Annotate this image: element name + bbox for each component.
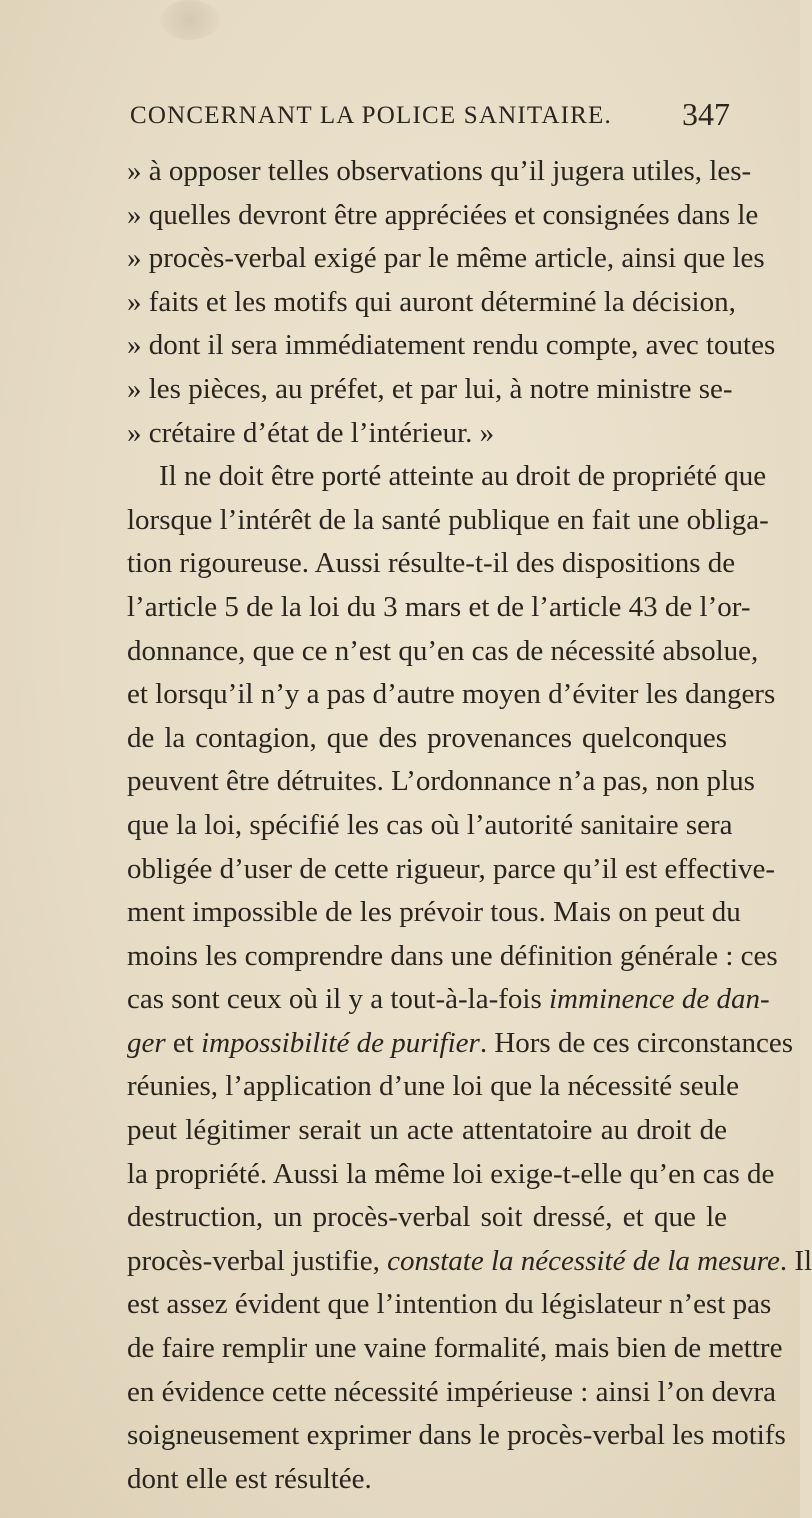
- text-line: peuvent être détruites. L’ordonnance n’a pas, non plus: [127, 765, 755, 798]
- text-line: donnance, que ce n’est qu’en cas de nécessité absolue,: [127, 634, 759, 667]
- body-text: [127, 150, 812, 1501]
- text-line: » crétaire d’état de l’intérieur. »: [127, 416, 495, 449]
- text-line: l’article 5 de la loi du 3 mars et de l’article 43 de l’or-: [127, 590, 751, 623]
- text-line: de faire remplir une vaine formalité, mais bien de mettre: [127, 1332, 783, 1365]
- text-line: réunies, l’application d’une loi que la nécessité seule: [127, 1070, 740, 1103]
- text-line: » quelles devront être appréciées et consignées dans le: [127, 198, 759, 231]
- page-number: 347: [682, 96, 730, 132]
- text-line: ment impossible de les prévoir tous. Mais on peut du: [127, 896, 741, 929]
- text-line: ger et impossibilité de purifier. Hors de ces circonstances: [127, 1026, 794, 1059]
- text-line: que la loi, spécifié les cas où l’autorité sanitaire sera: [127, 808, 733, 841]
- text-line: est assez évident que l’intention du législateur n’est pas: [127, 1288, 772, 1321]
- text-line: la propriété. Aussi la même loi exige-t-elle qu’en cas de: [127, 1157, 775, 1190]
- paper-stain: [160, 0, 220, 40]
- text-line: » à opposer telles observations qu’il jugera utiles, les-: [127, 155, 752, 187]
- text-line: moins les comprendre dans une définition générale : ces: [127, 939, 778, 972]
- text-line: lorsque l’intérêt de la santé publique en fait une obliga-: [127, 503, 769, 536]
- text-line: cas sont ceux où il y a tout-à-la-fois imminence de dan-: [127, 983, 770, 1016]
- text-line: tion rigoureuse. Aussi résulte-t-il des dispositions de: [127, 547, 736, 580]
- text-line: destruction, un procès-verbal soit dressé, et que le: [127, 1201, 727, 1234]
- text-line: procès-verbal justifie, constate la nécessité de la mesure. Il: [127, 1244, 812, 1277]
- page-header: [130, 96, 730, 138]
- text-line: obligée d’user de cette rigueur, parce qu’il est effective-: [127, 852, 776, 885]
- text-line: » les pièces, au préfet, et par lui, à notre ministre se-: [127, 372, 733, 405]
- text-line: soigneusement exprimer dans le procès-verbal les motifs: [127, 1419, 786, 1452]
- text-line: et lorsqu’il n’y a pas d’autre moyen d’éviter les dangers: [127, 678, 776, 711]
- running-head: CONCERNANT LA POLICE SANITAIRE.: [130, 102, 612, 129]
- text-line: peut légitimer serait un acte attentatoire au droit de: [127, 1114, 727, 1147]
- text-line: » dont il sera immédiatement rendu compte, avec toutes: [127, 329, 776, 362]
- text-line: » faits et les motifs qui auront déterminé la décision,: [127, 285, 736, 318]
- paragraph-start-line: Il ne doit être porté atteinte au droit de propriété que: [159, 460, 767, 493]
- text-line: de la contagion, que des provenances quelconques: [127, 721, 727, 754]
- text-line: dont elle est résultée.: [127, 1462, 372, 1495]
- text-line: » procès-verbal exigé par le même article, ainsi que les: [127, 242, 765, 275]
- text-line: en évidence cette nécessité impérieuse : ainsi l’on devra: [127, 1375, 776, 1408]
